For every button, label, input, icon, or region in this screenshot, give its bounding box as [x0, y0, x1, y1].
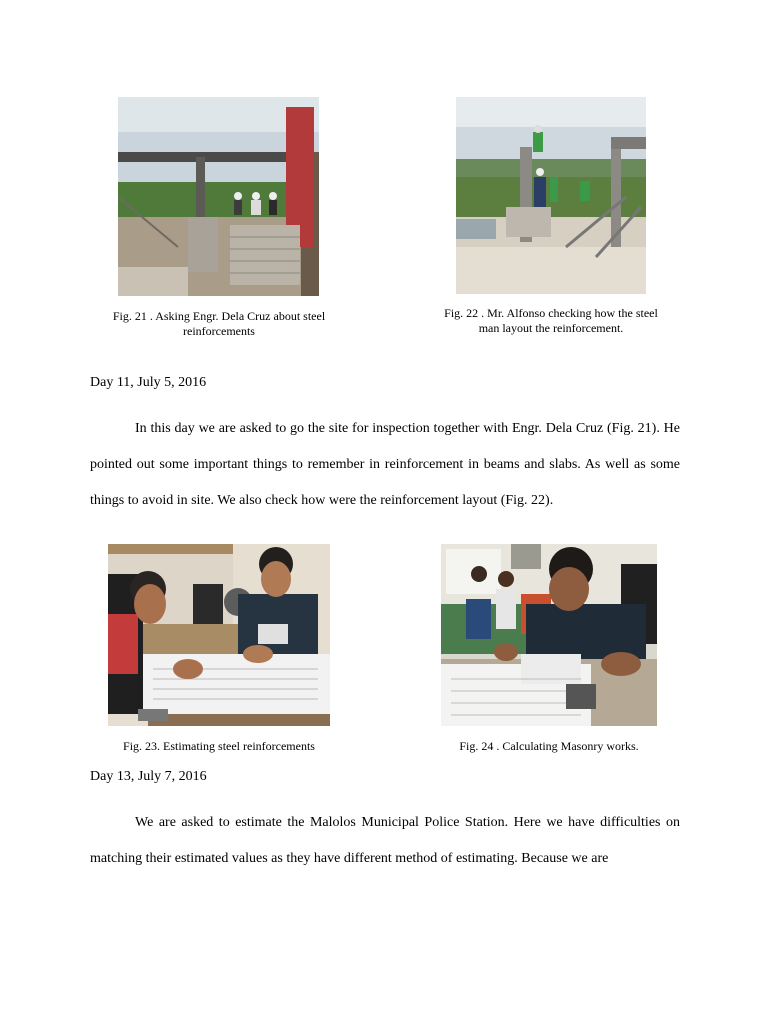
photo-site-inspection	[118, 97, 319, 296]
figure-caption-21: Fig. 21 . Asking Engr. Dela Cruz about steel reinforcements	[112, 309, 326, 338]
paragraph-day-11: In this day we are asked to go the site for inspection together with Engr. Dela Cruz (Fig. 21). He pointed out some important things to remember in reinforcement in beams and slabs. As well as some things to avoid in site. We also check how were the reinforcement layout (Fig. 22).	[90, 421, 680, 508]
photo-calculating-masonry	[441, 544, 657, 726]
photo-steel-layout	[456, 97, 646, 294]
paragraph-day-13: We are asked to estimate the Malolos Municipal Police Station. Here we have difficulties on matching their estimated values as they have different method of estimating. Because we are	[90, 815, 681, 866]
section-heading-day-11: Day 11, July 5, 2016	[90, 375, 207, 390]
figure-caption-24: Fig. 24 . Calculating Masonry works.	[459, 739, 639, 753]
section-heading-day-13: Day 13, July 7, 2016	[90, 769, 207, 784]
figure-caption-22: Fig. 22 . Mr. Alfonso checking how the steel man layout the reinforcement.	[444, 306, 658, 335]
photo-estimating-steel	[108, 544, 330, 726]
figure-caption-23: Fig. 23. Estimating steel reinforcements	[123, 739, 315, 753]
